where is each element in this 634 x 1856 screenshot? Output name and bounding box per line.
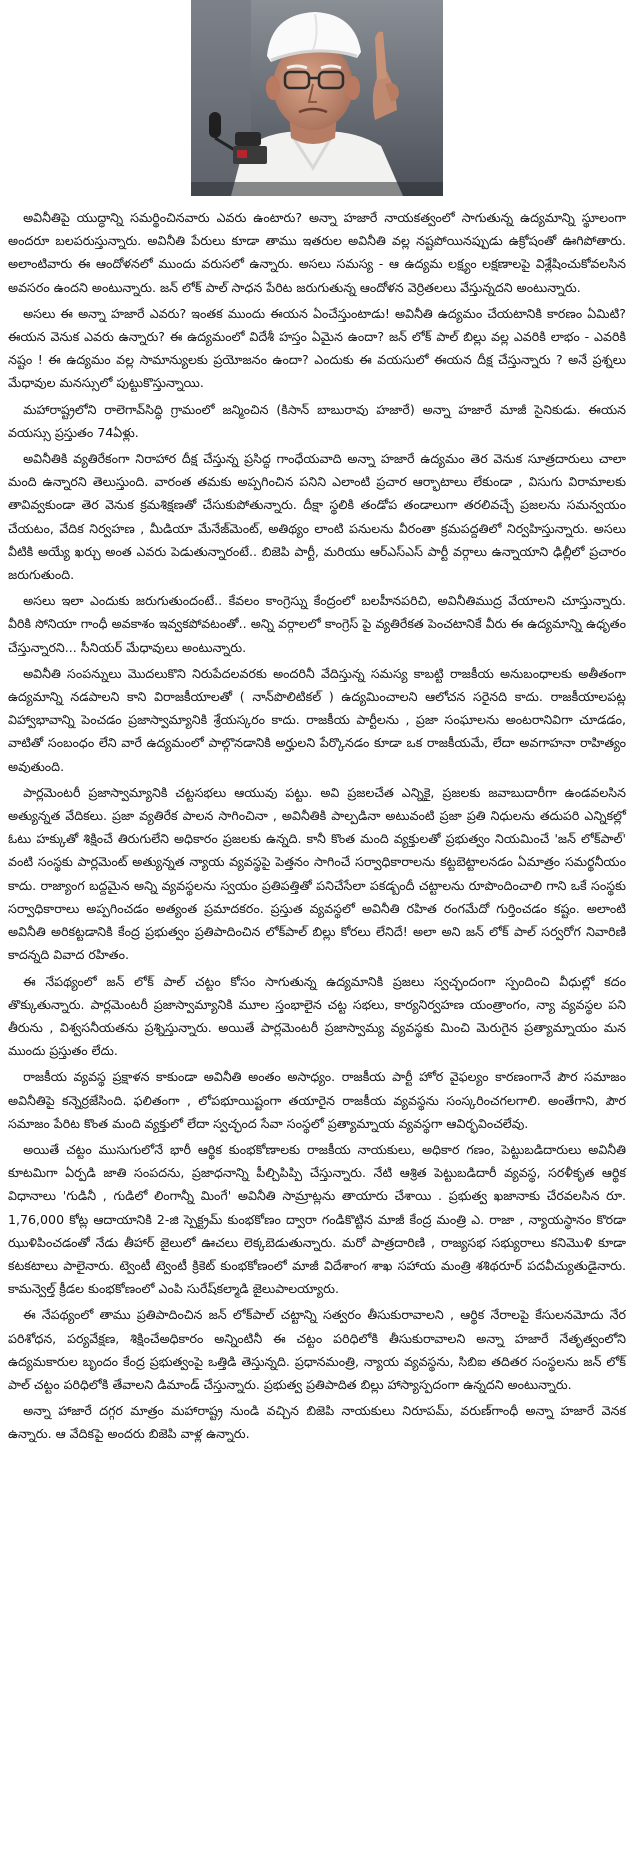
article-paragraph: అవినీతికి వ్యతిరేకంగా నిరాహార దీక్ష చేస్తున్న ప్రసిద్ధ గాంధేయవాది అన్నా హజారే ఉద్యమం తెర వెనుక సూత్రదారులు చాలా మంది ఉన్నారని తెలుస్తుంది. వారంత తమకు అప్పగించిన పనిని ఎలాంటి ప్రచార ఆర్భాటాలు లేకుండా , విసుగు విరామాలకు తావివ్వకుండా తెర వెనుక క్రమశిక్షణతో చేసుకుపోతున్నారు. దీక్షా స్థలికి తండోప తండాలుగా తరలివచ్చే ప్రజలను సమన్వయం చేయటం, వేదిక నిర్వహణ , మీడియా మేనేజ్‌మెంట్, అతిథ్యం లాంటి పనులను వీరంతా క్రమపద్దతిలో నిర్వహిస్తున్నారు. అసలు వీటికి అయ్యే ఖర్చు అంత ఎవరు పెడుతున్నారంటే.. బిజెపి పార్టీ, మరియు ఆర్ఎస్ఎస్ పార్టీ వర్గాలు ఉన్నాయాని ఢిల్లీలో ప్రచారం జరుగుతుంది. <box>8 451 626 583</box>
article-paragraph: అసలు ఈ అన్నా హజారే ఎవరు? ఇంతక ముందు ఈయన ఏంచేస్తుంటాడు! అవినీతి ఉద్యమం చేయటానికి కారణం ఏమిటి? ఈయన వెనుక ఎవరు ఉన్నారు? ఈ ఉద్యమంలో విదేశీ హస్తం ఏమైన ఉందా? జన్ లోక్ పాల్ బిల్లు వల్ల ఎవరికి లాభం - ఎవరికి నష్టం ! ఈ ఉద్యమం వల్ల సామాన్యులకు ప్రయోజనం ఉందా? ఎందుకు ఈ వయసులో ఈయన దీక్ష చేస్తున్నారు ? అనే ప్రశ్నలు మేధావుల మనస్సులో పుట్టుకొస్తున్నాయి. <box>8 305 626 391</box>
article-paragraph: అయితే చట్టం ముసుగులోనే భారీ ఆర్థిక కుంభకోణాలకు రాజకీయ నాయకులు, అధికార గణం, పెట్టుబడిదారులు అవినీతి కూటమిగా ఏర్పడి జాతి సంపదను, ప్రజాధనాన్ని పీల్చిపిప్పి చేస్తున్నారు. నేటి ఆశ్రిత పెట్టుబడిదారీ వ్యవస్థ, సరళీకృత ఆర్థిక విధానాలు 'గుడినీ , గుడిలో లింగాన్నీ మింగే' అవినీతి సామ్రాట్లను తాయారు చేశాయి . ప్రభుత్వ ఖజానాకు చేరవలసిన రూ. 1,76,000 కోట్ల ఆదాయానికి 2-జి స్పెక్ట్రమ్ కుంభకోణం ద్వారా గండికొట్టిన మాజీ కేంద్ర మంత్రి ఎ. రాజా , న్యాయస్థానం కొరడా ఝుళిపించడంతో నేడు తీహార్ జైలులో ఊచలు లెక్కబెడుతున్నారు. మరో పాత్రదారిణి , రాజ్యసభ సభ్యురాలు కనిమొళి కూడా కటకటాలు పాలైనారు. ట్వెంటీ ట్వెంటీ క్రికెట్ కుంభకోణంలో మాజీ విదేశాంగ శాఖ సహాయ మంత్రి శశిథరూర్ పదవీచ్యుతుడైనారు. కామన్వెల్త్ క్రీడల కుంభకోణంలో ఎంపి సురేష్‌కల్మాడి జైలుపాలయ్యారు. <box>8 1141 626 1297</box>
article-body <box>8 206 626 1446</box>
article-paragraph: మహారాష్ట్రలోని రాలెగావ్‌సిద్ధి గ్రామంలో జన్మించిన (కిసాన్ బాబురావు హజారే) అన్నా హజారే మాజీ సైనికుడు. ఈయన వయస్సు ప్రస్తుతం 74ఏళ్లు. <box>8 401 626 440</box>
article-paragraph: రాజకీయ వ్యవస్థ ప్రక్షాళన కాకుండా అవినీతి అంతం అసాధ్యం. రాజకీయ పార్టీ హోర వైఫల్యం కారణంగానే పౌర సమాజం అవినీతిపై కన్నెర్రజేసింది. ఫలితంగా , లోపభూయిష్టంగా తయారైన రాజకీయ వ్యవస్థను సంస్కరించగలగాలి. అంతేగాని, పౌర సమాజం పేరిట కొంత మంది వ్యక్తులో లేదా స్వచ్ఛంద సేవా సంస్థలో ప్రత్యామ్నాయ వ్యవస్థగా ఆవిర్భవించలేవు. <box>8 1069 626 1131</box>
article-paragraph: ఈ నేపథ్యంలో జన్ లోక్ పాల్ చట్టం కోసం సాగుతున్న ఉద్యమానికి ప్రజలు స్వచ్ఛందంగా స్పందించి వీధుల్లో కదం తొక్కుతున్నారు. పార్లమెంటరీ ప్రజాస్వామ్యానికి మూల స్తంభాలైన చట్ట సభలు, కార్యనిర్వహణ యంత్రాంగం, న్యా వ్యవస్థల పని తీరును , విశ్వసనీయతను ప్రశ్నిస్తున్నారు. అయితే పార్లమెంటరీ ప్రజాస్వామ్య వ్యవస్థకు మించి మెరుగైన ప్రత్యామ్నాయం మన ముందు ప్రస్తుతం లేదు. <box>8 973 626 1059</box>
portrait-illustration <box>191 0 443 196</box>
article-paragraph: అవినీతి సంపన్నులు మొదలుకొని నిరుపేదలవరకు అందరినీ వేదిస్తున్న సమస్య కాబట్టి రాజకీయ అనుబంధాలకు అతీతంగా ఉద్యమాన్ని నడపాలని కాని విరాజకీయాలతో ( నాన్‌పొలిటికల్ ) ఉద్యమించాలని ఆలోచన సరైనది కాదు. రాజకీయాలపట్ల విహ్వాభావాన్ని పెంచడం ప్రజాస్వామ్యానికి శ్రేయస్కరం కాదు. రాజకీయ పార్టీలను , ప్రజా సంఘాలను అంటరానివిగా చూడడం, వాటితో సంబంధం లేని వారే ఉద్యమంలో పాల్గొనడానికి అర్హులని పేర్కొనడం కూడా ఒక రాజకీయమే, లేదా అవగాహనా రాహిత్యం అవుతుంది. <box>8 665 626 774</box>
article-paragraph: పార్లమెంటరీ ప్రజాస్వామ్యానికి చట్టసభలు ఆయువు పట్టు. అవి ప్రజలచేత ఎన్నికై, ప్రజలకు జవాబుదారీగా ఉండవలసిన అత్యున్నత వేదికలు. ప్రజా వ్యతిరేక పాలన సాగించినా , అవినీతికి పాల్పడినా అటువంటి ప్రజా ప్రతి నిధులను తదుపరి ఎన్నికల్లో ఓటు హక్కుతో శిక్షించే తిరుగులేని అధికారం ప్రజలకు ఉన్నది. కానీ కొంత మంది వ్యక్తులతో ప్రభుత్వం నియమించే 'జన్ లోక్‌పాల్' వంటి సంస్థకు పార్లమెంట్ అత్యున్నత న్యాయ వ్యవస్థపై పెత్తనం సాగించే సర్వాధికారాలను కట్టబెట్టాలనడం ఏమాత్రం సమర్థనీయం కాదు. రాజ్యాంగ బద్దమైన అన్ని వ్యవస్థలను స్వయం ప్రతిపత్తితో పనిచేసేలా పకడ్బందీ చట్టాలను రూపొందించాలి గాని ఒకే సంస్థకు సర్వాధికారాలు అప్పగించడం అత్యంత ప్రమాదకరం. ప్రస్తుత వ్యవస్థలో అవినీతి రహిత రంగమేదో గుర్తించడం కష్టం. అలాంటి అవినీతి అరికట్టడానికి కేంద్ర ప్రభుత్వం ప్రతిపాదించిన లోక్‌పాల్ బిల్లు కోరలు లేనిదే! అలా అని జన్ లోక్ పాల్ సర్వరోగ నివారిణి కాదన్నది వివాద రహితం. <box>8 784 626 963</box>
article-paragraph: ఈ నేపథ్యంలో తాము ప్రతిపాదించిన జన్ లోక్‌పాల్ చట్టాన్ని సత్వరం తీసుకురావాలని , ఆర్థిక నేరాలపై కేసులనమోదు నేర పరిశోధన, పర్యవేక్షణ, శిక్షించేఅధికారం అన్నింటినీ ఈ చట్టం పరిధిలోకి తీసుకురావాలని అన్నా హజారే నేతృత్వంలోని ఉద్యమకారుల బృందం కేంద్ర ప్రభుత్వంపై ఒత్తిడి తెస్తున్నది. ప్రధానమంత్రి, న్యాయ వ్యవస్థను, సిబిఐ తదితర సంస్థలను జన్ లోక్ పాల్ చట్టం పరిధిలోకి తేవాలని డిమాండ్ చేస్తున్నారు. ప్రభుత్వ ప్రతిపాదిత బిల్లు హాస్యాస్పదంగా ఉన్నదని అంటున్నారు. <box>8 1307 626 1392</box>
article-paragraph: అవినీతిపై యుద్ధాన్ని సమర్థించినవారు ఎవరు ఉంటారు? అన్నా హజారే నాయకత్వంలో సాగుతున్న ఉద్యమాన్ని స్థూలంగా అందరూ బలపరుస్తున్నారు. అవినీతి పేరులు కూడా తాము ఇతరుల అవినీతి వల్ల నష్టపోయినప్పుడు ఉక్రోషంతో ఊగిపోతారు. అలాంటివారు ఈ ఆందోళనలో ముందు వరుసలో ఉన్నారు. అసలు సమస్య - ఆ ఉద్యమ లక్ష్యం లక్షణాలపై విశ్లేషించుకోవలసిన అవసరం ఉందని అంటున్నారు. జన్ లోక్ పాల్ సాధన పేరిట జరుగుతున్న ఆందోళన వెర్రితలలు వేస్తున్నదని అంటున్నారు. <box>8 210 626 295</box>
article-paragraph: అన్నా హాజారే దగ్గర మాత్రం మహారాష్ట్ర నుండి వచ్చిన బిజెపి నాయకులు నిరూపమ్, వరుణ్‌గాంధీ అన్నా హజారే వెనక ఉన్నారు. ఆ వేదికపై అందరు బిజెపి వాళ్ల ఉన్నారు. <box>8 1403 626 1442</box>
portrait-photo <box>191 0 443 196</box>
article-paragraph: అసలు ఇలా ఎందుకు జరుగుతుందంటే.. కేవలం కాంగ్రెస్ను కేంద్రంలో బలహీనపరిచి, అవినీతిముద్ర వేయాలని చూస్తున్నారు. వీరికి సోనియా గాంధీ అవకాశం ఇవ్వకపోవటంతో.. అన్ని వర్గాలలో కాంగ్రెస్ పై వ్యతిరేకత పెంచటానికే వీరు ఈ ఉద్యమాన్ని ఉధృతం చేస్తున్నారని... సీనియర్ మేధావులు అంటున్నారు. <box>8 593 626 655</box>
